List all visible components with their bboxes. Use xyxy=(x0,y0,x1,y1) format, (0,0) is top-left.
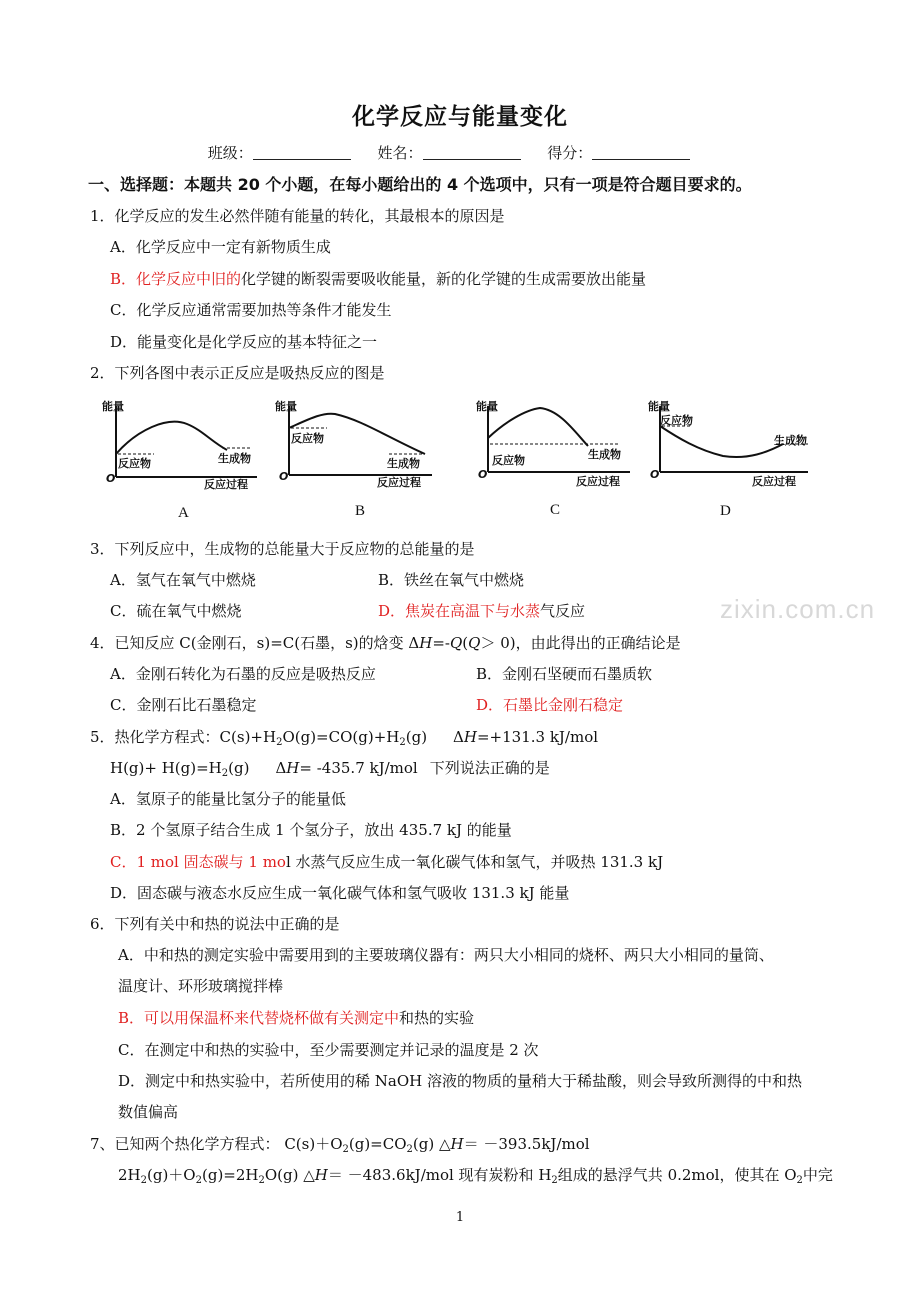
q7-stem-part: (g) △ xyxy=(412,1135,451,1153)
product-label: 生成物 xyxy=(218,452,251,465)
student-info-row xyxy=(0,142,920,163)
q4-stem-q: Q xyxy=(468,634,481,652)
q4-option-c: C．金刚石比石墨稳定 xyxy=(110,696,257,714)
q6-option-a: A．中和热的测定实验中需要用到的主要玻璃仪器有：两只大小相同的烧杯、两只大小相同的量筒、 xyxy=(118,946,774,964)
product-label: 生成物 xyxy=(387,457,420,470)
score-label: 得分： xyxy=(547,144,593,162)
q5-stem xyxy=(90,726,598,747)
q5-stem-part: 5．热化学方程式：C(s)+H xyxy=(90,728,277,746)
origin-label: O xyxy=(650,468,660,481)
q5-stem-part: Δ xyxy=(453,728,464,746)
q5-eq2-h: H xyxy=(286,759,300,777)
q7-stem-h: H xyxy=(450,1135,464,1153)
q2-stem: 2．下列各图中表示正反应是吸热反应的图是 xyxy=(90,364,385,382)
q7-l2-part: (g)=2H xyxy=(201,1166,259,1184)
subscript: 2 xyxy=(276,737,283,748)
subscript: 2 xyxy=(342,1144,349,1155)
q6-b-rest: 和热的实验 xyxy=(399,1009,475,1027)
q5-stem-part: O(g)=CO(g)+H xyxy=(282,728,400,746)
y-axis-label: 能量 xyxy=(102,400,124,413)
q3-option-c: C．硫在氧气中燃烧 xyxy=(110,602,242,620)
q4-stem-part: =- xyxy=(432,634,450,652)
x-axis-label: 反应过程 xyxy=(204,478,248,491)
q5-equation-2 xyxy=(110,757,550,778)
q5-option-a: A．氢原子的能量比氢分子的能量低 xyxy=(110,790,346,808)
q5-eq2-part: H(g)+ H(g)=H xyxy=(110,759,222,777)
reactant-label: 反应物 xyxy=(291,432,324,445)
subscript: 2 xyxy=(195,1175,202,1186)
q5-eq2-part: (g) xyxy=(228,759,250,777)
product-label: 生成物 xyxy=(774,434,807,447)
q3-d-rest: 气反应 xyxy=(540,602,586,620)
q1-option-d: D．能量变化是化学反应的基本特征之一 xyxy=(110,333,378,351)
score-blank[interactable] xyxy=(592,145,690,160)
q5-c-highlight: C．1 mol 固态碳与 1 mo xyxy=(110,853,286,871)
q4-stem xyxy=(90,632,681,653)
q3-stem: 3．下列反应中，生成物的总能量大于反应物的总能量的是 xyxy=(90,540,475,558)
origin-label: O xyxy=(106,472,116,485)
watermark: zixin.com.cn xyxy=(720,594,876,624)
q5-eq2-part: 下列说法正确的是 xyxy=(429,759,550,777)
page-number: 1 xyxy=(455,1210,465,1225)
subscript: 2 xyxy=(221,768,229,779)
q4-stem-part: ( xyxy=(462,634,469,652)
q6-option-b xyxy=(118,1007,474,1028)
page-title: 化学反应与能量变化 xyxy=(352,104,568,130)
q5-option-d: D．固态碳与液态水反应生成一氧化碳气体和氢气吸收 131.3 kJ 能量 xyxy=(110,884,570,902)
energy-diagram-c xyxy=(470,392,640,527)
q4-stem-q: Q xyxy=(449,634,463,652)
q6-b-highlight: B．可以用保温杯来代替烧杯做有关测定中 xyxy=(118,1009,400,1027)
diagram-letter: D xyxy=(720,503,731,519)
class-blank[interactable] xyxy=(253,145,351,160)
energy-diagrams xyxy=(92,392,832,532)
q5-option-c xyxy=(110,851,663,872)
q5-eq2-part: = -435.7 kJ/mol xyxy=(299,759,418,777)
q5-eq2-part: Δ xyxy=(275,759,287,777)
subscript: 2 xyxy=(258,1175,265,1186)
q4-stem-h: H xyxy=(419,634,433,652)
q7-stem-part: 7、已知两个热化学方程式： C(s)＋O xyxy=(90,1135,343,1153)
origin-label: O xyxy=(478,468,488,481)
section-heading: 一、选择题：本题共 20 个小题，在每小题给出的 4 个选项中，只有一项是符合题目要求的。 xyxy=(88,175,752,194)
q4-option-b: B．金刚石坚硬而石墨质软 xyxy=(476,665,653,683)
product-label: 生成物 xyxy=(588,448,621,461)
subscript: 2 xyxy=(140,1175,147,1186)
diagram-letter: A xyxy=(178,505,189,521)
subscript: 2 xyxy=(796,1175,803,1186)
subscript: 2 xyxy=(406,1144,413,1155)
y-axis-label: 能量 xyxy=(275,400,297,413)
energy-diagram-a xyxy=(92,392,262,527)
q7-equation-2 xyxy=(118,1164,833,1185)
x-axis-label: 反应过程 xyxy=(377,476,421,489)
q6-option-d: D．测定中和热实验中，若所使用的稀 NaOH 溶液的物质的量稍大于稀盐酸，则会导致所测得的中和热 xyxy=(118,1072,803,1090)
reactant-label: 反应物 xyxy=(492,454,525,467)
q6-option-c: C．在测定中和热的实验中，至少需要测定并记录的温度是 2 次 xyxy=(118,1041,539,1059)
q1-option-c: C．化学反应通常需要加热等条件才能发生 xyxy=(110,301,392,319)
reactant-label: 反应物 xyxy=(118,457,151,470)
q7-l2-h: H xyxy=(314,1166,328,1184)
name-blank[interactable] xyxy=(423,145,521,160)
q6-option-d-cont: 数值偏高 xyxy=(118,1103,179,1121)
q7-l2-part: ＝ －483.6kJ/mol 现有炭粉和 H xyxy=(327,1166,552,1184)
q4-stem-part: 4．已知反应 C(金刚石，s)=C(石墨，s)的焓变 Δ xyxy=(90,634,420,652)
q7-l2-part: 2H xyxy=(118,1166,141,1184)
subscript: 2 xyxy=(551,1175,558,1186)
q1-stem: 1．化学反应的发生必然伴随有能量的转化，其最根本的原因是 xyxy=(90,207,505,225)
q3-option-a: A．氢气在氧气中燃烧 xyxy=(110,571,256,589)
q5-option-b: B．2 个氢原子结合生成 1 个氢分子，放出 435.7 kJ 的能量 xyxy=(110,821,512,839)
diagram-letter: B xyxy=(355,503,366,519)
x-axis-label: 反应过程 xyxy=(576,475,620,488)
q7-stem xyxy=(90,1133,590,1154)
subscript: 2 xyxy=(399,737,406,748)
y-axis-label: 能量 xyxy=(476,400,498,413)
q4-option-d: D．石墨比金刚石稳定 xyxy=(476,696,624,714)
q5-stem-part: =+131.3 kJ/mol xyxy=(476,728,599,746)
q7-stem-part: (g)=CO xyxy=(348,1135,407,1153)
y-axis-label: 能量 xyxy=(648,400,670,413)
q6-option-a-cont: 温度计、环形玻璃搅拌棒 xyxy=(118,977,284,995)
origin-label: O xyxy=(279,470,289,483)
class-label: 班级： xyxy=(207,144,253,162)
q5-stem-h: H xyxy=(463,728,477,746)
q4-option-a: A．金刚石转化为石墨的反应是吸热反应 xyxy=(110,665,376,683)
q3-option-b: B．铁丝在氧气中燃烧 xyxy=(378,571,525,589)
q5-stem-part: (g) xyxy=(405,728,428,746)
q1-b-highlight: B．化学反应中旧的 xyxy=(110,270,242,288)
q1-b-rest: 化学键的断裂需要吸收能量，新的化学键的生成需要放出能量 xyxy=(241,270,647,288)
q7-stem-part: ＝ －393.5kJ/mol xyxy=(463,1135,590,1153)
reactant-label: 反应物 xyxy=(660,414,693,427)
diagram-letter: C xyxy=(550,502,561,518)
q7-l2-part: 组成的悬浮气共 0.2mol，使其在 O xyxy=(557,1166,797,1184)
energy-diagram-b xyxy=(267,392,437,527)
q1-option-a: A．化学反应中一定有新物质生成 xyxy=(110,238,331,256)
energy-diagram-d xyxy=(648,392,818,527)
q6-stem: 6．下列有关中和热的说法中正确的是 xyxy=(90,915,340,933)
q3-option-d xyxy=(378,600,585,621)
q3-d-highlight: D．焦炭在高温下与水蒸 xyxy=(378,602,541,620)
q5-c-rest: l 水蒸气反应生成一氧化碳气体和氢气，并吸热 131.3 kJ xyxy=(285,853,664,871)
q4-stem-part: ＞ 0)，由此得出的正确结论是 xyxy=(480,634,681,652)
q7-l2-part: O(g) △ xyxy=(264,1166,315,1184)
name-label: 姓名： xyxy=(377,144,423,162)
x-axis-label: 反应过程 xyxy=(752,475,796,488)
q7-l2-part: 中完 xyxy=(802,1166,833,1184)
q1-option-b xyxy=(110,268,646,289)
q7-l2-part: (g)＋O xyxy=(147,1166,196,1184)
